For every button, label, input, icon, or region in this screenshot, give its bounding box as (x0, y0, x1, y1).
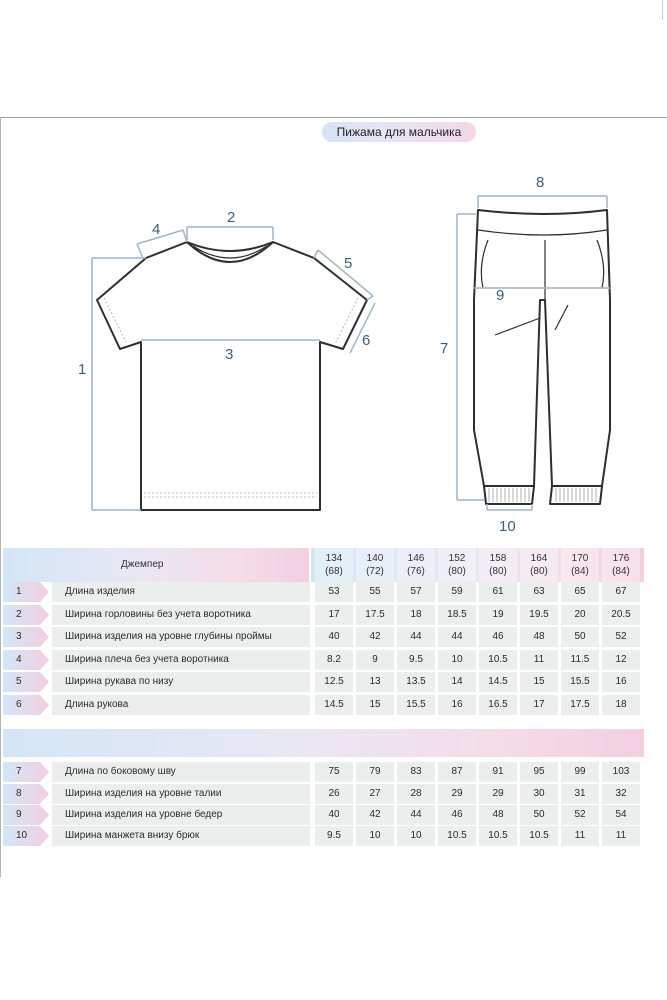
measurement-value: 50 (520, 805, 558, 825)
row-number: 1 (16, 586, 22, 597)
dim-label-9: 9 (496, 287, 505, 304)
measurement-value: 8.2 (315, 650, 353, 670)
measurement-value: 16 (438, 695, 476, 715)
table-row (3, 805, 644, 825)
measurement-value: 50 (561, 627, 599, 647)
row-number-tab (3, 650, 50, 670)
measurement-value: 28 (397, 784, 435, 804)
row-number-tab (3, 762, 50, 782)
measurement-value: 32 (602, 784, 640, 804)
measurement-value: 30 (520, 784, 558, 804)
measurement-value: 54 (602, 805, 640, 825)
measurement-value: 15 (520, 672, 558, 692)
dim-label-3: 3 (225, 346, 234, 363)
table-row (3, 695, 644, 715)
dim-label-4: 4 (152, 221, 161, 238)
table-row (3, 826, 644, 846)
table-row (3, 605, 644, 625)
size-header-152: 152 (80) (438, 548, 476, 582)
measurement-name: Ширина плеча без учета воротника (52, 650, 310, 670)
measurement-value: 67 (602, 582, 640, 602)
measurement-value: 13 (356, 672, 394, 692)
row-number: 2 (16, 609, 22, 620)
measurement-value: 65 (561, 582, 599, 602)
dim-label-5: 5 (344, 255, 353, 272)
measurement-value: 99 (561, 762, 599, 782)
measurement-value: 20 (561, 605, 599, 625)
measurement-value: 27 (356, 784, 394, 804)
measurement-value: 79 (356, 762, 394, 782)
measurement-name: Ширина изделия на уровне глубины проймы (52, 627, 310, 647)
row-number: 4 (16, 654, 22, 665)
measurement-value: 44 (397, 805, 435, 825)
dim-label-10: 10 (499, 518, 516, 535)
measurement-name: Длина изделия (52, 582, 310, 602)
measurement-value: 9.5 (315, 826, 353, 846)
measurement-value: 31 (561, 784, 599, 804)
row-number: 10 (16, 830, 28, 841)
measurement-value: 11.5 (561, 650, 599, 670)
row-number: 7 (16, 766, 22, 777)
dim-label-6: 6 (362, 332, 371, 349)
measurement-value: 19.5 (520, 605, 558, 625)
measurement-value: 18.5 (438, 605, 476, 625)
measurement-value: 53 (315, 582, 353, 602)
measurement-value: 59 (438, 582, 476, 602)
pants-cuff-ribbing (489, 488, 596, 502)
jumper-size-table (3, 548, 644, 718)
measurement-name: Ширина изделия на уровне бедер (52, 805, 310, 825)
size-header-164: 164 (80) (520, 548, 558, 582)
size-header-140: 140 (72) (356, 548, 394, 582)
measurement-name: Ширина манжета внизу брюк (52, 826, 310, 846)
measurement-value: 42 (356, 627, 394, 647)
measurement-value: 17.5 (561, 695, 599, 715)
measurement-value: 61 (479, 582, 517, 602)
measurement-value: 44 (438, 627, 476, 647)
measurement-value: 10.5 (479, 826, 517, 846)
measurement-value: 10.5 (479, 650, 517, 670)
measurement-value: 44 (397, 627, 435, 647)
table-row (3, 627, 644, 647)
measurement-value: 40 (315, 805, 353, 825)
row-number-tab (3, 695, 50, 715)
measurement-value: 15.5 (397, 695, 435, 715)
row-number: 8 (16, 788, 22, 799)
row-number-tab (3, 672, 50, 692)
measurement-value: 29 (479, 784, 517, 804)
measurement-name: Длина по боковому шву (52, 762, 310, 782)
measurement-value: 46 (479, 627, 517, 647)
measurement-value: 10 (356, 826, 394, 846)
jumper-header-row (3, 548, 644, 582)
row-number: 3 (16, 631, 22, 642)
measurement-value: 14.5 (479, 672, 517, 692)
measurement-value: 91 (479, 762, 517, 782)
measurement-value: 12.5 (315, 672, 353, 692)
measurement-value: 52 (602, 627, 640, 647)
measurement-value: 11 (561, 826, 599, 846)
row-number-tab (3, 826, 50, 846)
measurement-value: 26 (315, 784, 353, 804)
pants-drawing (474, 210, 610, 504)
row-number-tab (3, 805, 50, 825)
measurement-value: 14 (438, 672, 476, 692)
row-number-tab (3, 605, 50, 625)
pants-size-table (3, 729, 644, 849)
table-row (3, 650, 644, 670)
measurement-value: 16 (602, 672, 640, 692)
measurement-value: 46 (438, 805, 476, 825)
measurement-name: Ширина изделия на уровне талии (52, 784, 310, 804)
dim-label-2: 2 (227, 209, 236, 226)
measurement-value: 87 (438, 762, 476, 782)
measurement-value: 10 (438, 650, 476, 670)
measurement-value: 10.5 (438, 826, 476, 846)
measurement-name: Длина рукова (52, 695, 310, 715)
measurement-value: 16.5 (479, 695, 517, 715)
measurement-value: 11 (520, 650, 558, 670)
measurement-value: 18 (602, 695, 640, 715)
measurement-value: 12 (602, 650, 640, 670)
row-number: 9 (16, 809, 22, 820)
size-header-158: 158 (80) (479, 548, 517, 582)
dim-label-1: 1 (78, 361, 87, 378)
measurement-value: 10 (397, 826, 435, 846)
measurement-value: 55 (356, 582, 394, 602)
table-row (3, 784, 644, 804)
measurement-value: 9.5 (397, 650, 435, 670)
row-number: 6 (16, 699, 22, 710)
pants-header-row (3, 729, 644, 757)
measurement-value: 75 (315, 762, 353, 782)
measurement-name: Ширина горловины без учета воротника (52, 605, 310, 625)
measurement-value: 103 (602, 762, 640, 782)
measurement-value: 17 (520, 695, 558, 715)
measurement-value: 40 (315, 627, 353, 647)
measurement-value: 48 (520, 627, 558, 647)
size-header-146: 146 (76) (397, 548, 435, 582)
measurement-value: 10.5 (520, 826, 558, 846)
measurement-name: Ширина рукава по низу (52, 672, 310, 692)
table-row (3, 582, 644, 602)
pants-header-gradient-bar (3, 729, 644, 757)
table-row (3, 762, 644, 782)
row-number-tab (3, 627, 50, 647)
size-header-134: 134 (68) (315, 548, 353, 582)
tshirt-drawing (97, 242, 367, 510)
row-number: 5 (16, 676, 22, 687)
measurement-value: 95 (520, 762, 558, 782)
measurement-value: 57 (397, 582, 435, 602)
dim-label-8: 8 (536, 174, 545, 191)
jumper-table-title: Джемпер (121, 559, 164, 570)
measurement-value: 9 (356, 650, 394, 670)
row-number-tab (3, 582, 50, 602)
page-title: Пижама для мальчика (322, 122, 476, 142)
measurement-value: 17.5 (356, 605, 394, 625)
measurement-value: 83 (397, 762, 435, 782)
measurement-value: 17 (315, 605, 353, 625)
measurement-value: 48 (479, 805, 517, 825)
measurement-value: 20.5 (602, 605, 640, 625)
measurement-value: 13.5 (397, 672, 435, 692)
size-header-170: 170 (84) (561, 548, 599, 582)
size-header-176: 176 (84) (602, 548, 640, 582)
table-row (3, 672, 644, 692)
row-number-tab (3, 784, 50, 804)
measurement-value: 42 (356, 805, 394, 825)
measurement-value: 63 (520, 582, 558, 602)
measurement-value: 14.5 (315, 695, 353, 715)
measurement-value: 19 (479, 605, 517, 625)
measurement-value: 29 (438, 784, 476, 804)
measurement-value: 15 (356, 695, 394, 715)
measurement-value: 52 (561, 805, 599, 825)
dim-label-7: 7 (440, 340, 449, 357)
measurement-value: 18 (397, 605, 435, 625)
measurement-value: 11 (602, 826, 640, 846)
measurement-value: 15.5 (561, 672, 599, 692)
